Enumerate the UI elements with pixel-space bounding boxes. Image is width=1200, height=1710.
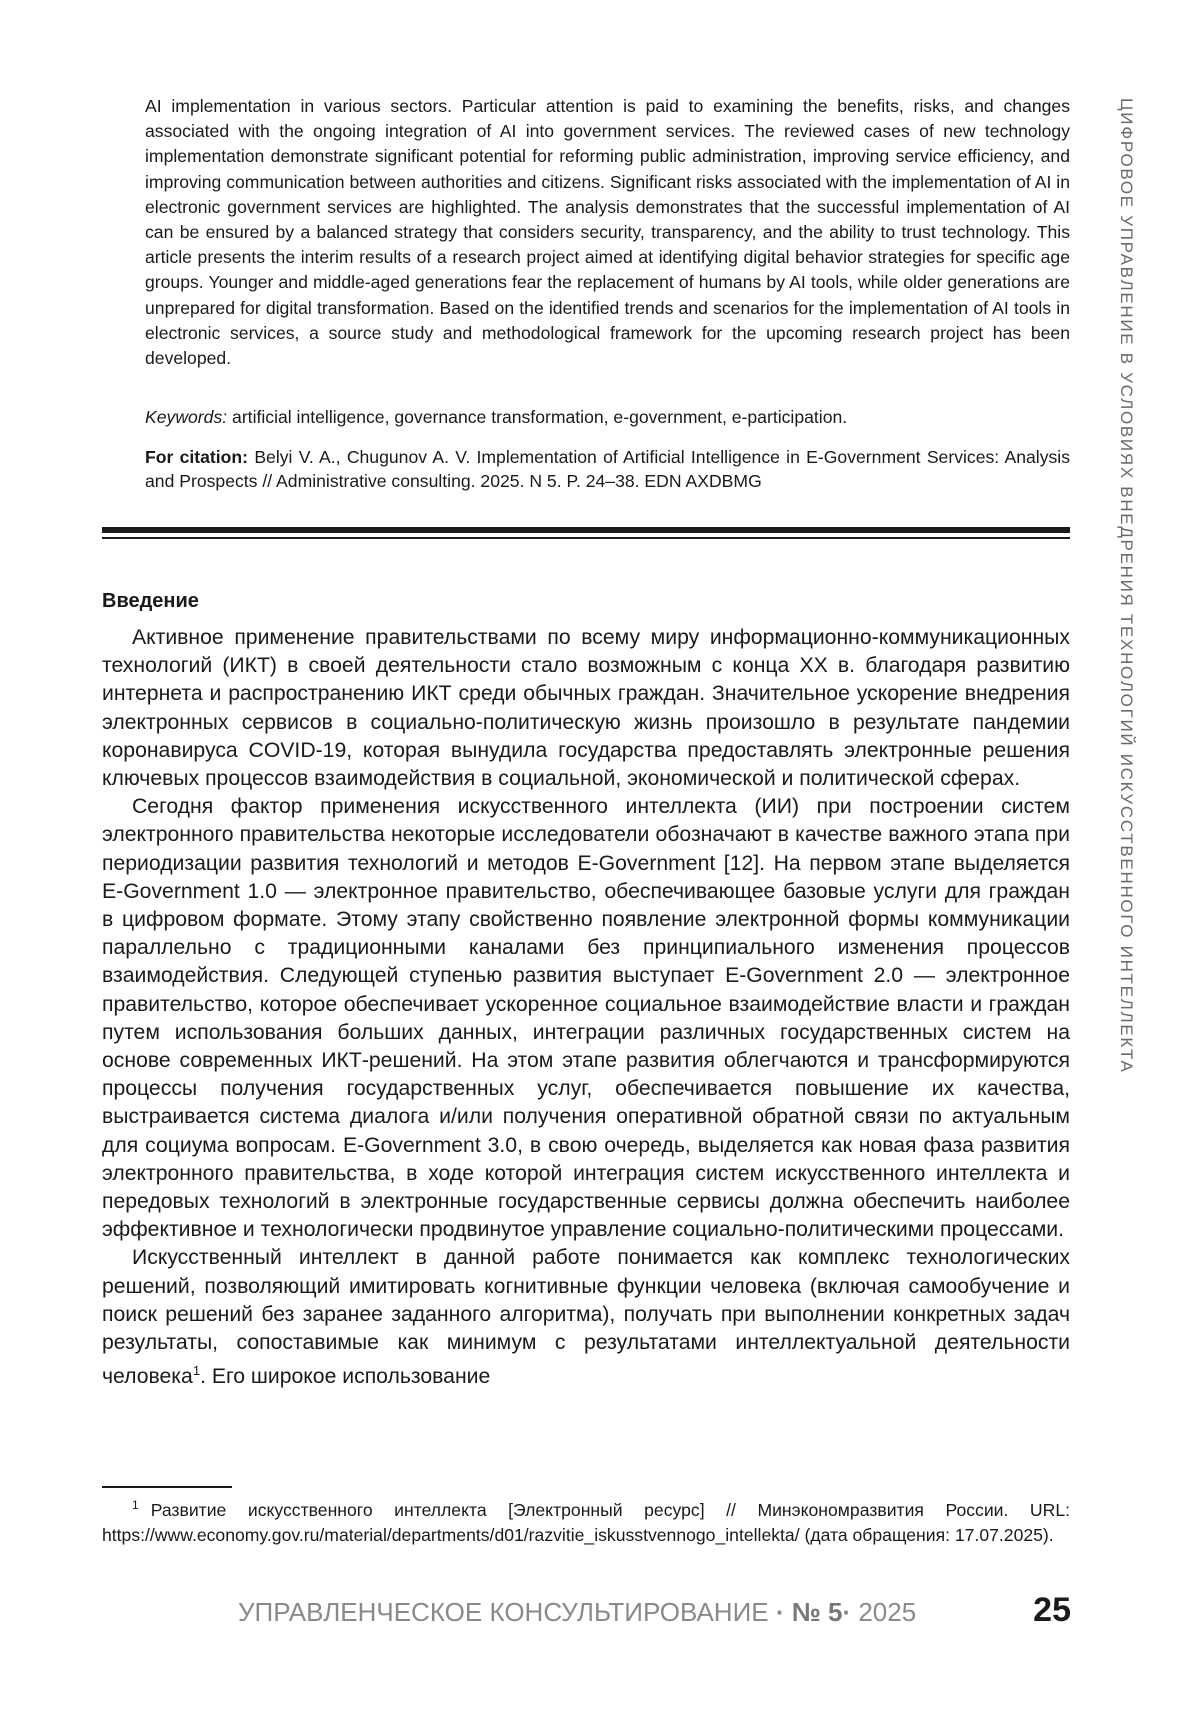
section-title: Введение bbox=[102, 590, 199, 612]
abstract-text: AI implementation in various sectors. Particular attention is paid to examining the benefits, risks, and changes associated with the ongoing integration of AI into government services. The reviewed cases of new technology implementation demonstrate significant potential for reforming public administration, improving service efficiency, and improving communication between authorities and citizens. Significant risks associated with the implementation of AI in electronic government services are highlighted. The analysis demonstrates that the successful implementation of AI can be ensured by a balanced strategy that considers security, transparency, and the ability to trust technology. This article presents the interim results of a research project aimed at identifying digital behavior strategies for specific age groups. Younger and middle-aged generations fear the replacement of humans by AI tools, while older generations are unprepared for digital transformation. Based on the identified trends and scenarios for the implementation of AI tools in electronic services, a source study and methodological framework for the upcoming research project has been developed. bbox=[145, 96, 1070, 369]
citation bbox=[145, 445, 1070, 493]
paragraph-tail: . Его широкое использование bbox=[200, 1365, 491, 1389]
footnote-ref[interactable]: 1 bbox=[192, 1363, 201, 1379]
page-number: 25 bbox=[1033, 1591, 1071, 1629]
keywords-label: Keywords: bbox=[145, 407, 228, 427]
footer-separator: · bbox=[775, 1597, 785, 1627]
paragraph: Активное применение правительствами по всему миру информационно-коммуникационных технологий (ИКТ) в своей деятельности стало возможным с конца XX в. благодаря развитию интернета и распространению ИКТ среди обычных граждан. Значительное ускорение внедрения электронных сервисов в социально-политическую жизнь произошло в результате пандемии коронавируса COVID-19, которая вынудила государства предоставлять электронные решения ключевых процессов взаимодействия в социальной, экономической и политической сферах. bbox=[102, 626, 1070, 791]
separator-thick bbox=[102, 527, 1070, 533]
separator-thin bbox=[102, 537, 1070, 539]
keywords-text: artificial intelligence, governance transformation, e-government, e-participation. bbox=[232, 407, 848, 427]
issue-number: № 5 bbox=[791, 1597, 843, 1627]
footnote-mark: 1 bbox=[132, 1498, 139, 1512]
footnote bbox=[102, 1493, 1070, 1549]
citation-label: For citation: bbox=[145, 447, 249, 467]
journal-footer bbox=[238, 1595, 916, 1629]
issue-year: 2025 bbox=[858, 1597, 917, 1627]
running-header-vertical: ЦИФРОВОЕ УПРАВЛЕНИЕ В УСЛОВИЯХ ВНЕДРЕНИЯ ТЕХНОЛОГИЙ ИСКУССТВЕННОГО ИНТЕЛЛЕКТА bbox=[1117, 98, 1136, 1074]
keywords bbox=[145, 405, 1070, 430]
paragraph-text: Искусственный интеллект в данной работе понимается как комплекс технологических решений, позволяющий имитировать когнитивные функции человека (включая самообучение и поиск решений без заранее заданного алгоритма), получать при выполнении конкретных задач результаты, сопоставимые как минимум с результатами интеллектуальной деятельности человека bbox=[102, 1246, 1070, 1389]
citation-text: Belyi V. A., Chugunov A. V. Implementation of Artificial Intelligence in E-Government Services: Analysis and Prospects // Administrative consulting. 2025. N 5. P. 24–38. EDN AXDBMG bbox=[145, 447, 1070, 491]
footnote-text: Развитие искусственного интеллекта [Электронный ресурс] // Минэкономразвития России. URL: https://www.economy.gov.ru/material/departments/d01/razvitie_iskusstvennogo_intellekta/ (дата обращения: 17.07.2025). bbox=[102, 1499, 1070, 1546]
section-body bbox=[102, 624, 1070, 1392]
paragraph-last bbox=[102, 1244, 1070, 1391]
footer-separator: · bbox=[842, 1597, 852, 1627]
journal-name: УПРАВЛЕНЧЕСКОЕ КОНСУЛЬТИРОВАНИЕ bbox=[238, 1597, 769, 1627]
footnote-divider bbox=[102, 1486, 232, 1488]
paragraph: Сегодня фактор применения искусственного интеллекта (ИИ) при построении систем электронного правительства некоторые исследователи обозначают в качестве важного этапа при периодизации развития технологий и методов E-Government [12]. На первом этапе выделяется E-Government 1.0 — электронное правительство, обеспечивающее базовые услуги для граждан в цифровом формате. Этому этапу свойственно появление электронной формы коммуникации параллельно с традиционными каналами без принципиального изменения процессов взаимодействия. Следующей ступенью развития выступает E-Government 2.0 — электронное правительство, которое обеспечивает ускоренное социальное взаимодействие власти и граждан путем использования больших данных, интеграции различных государственных систем на основе современных ИКТ-решений. На этом этапе развития облегчаются и трансформируются процессы получения государственных услуг, обеспечивается повышение их качества, выстраивается система диалога и/или получения оперативной обратной связи по актуальным для социума вопросам. E-Government 3.0, в свою очередь, выделяется как новая фаза развития электронного правительства, в ходе которой интеграция систем искусственного интеллекта и передовых технологий в электронные государственные сервисы должна обеспечить наиболее эффективное и технологически продвинутое управление социально-политическими процессами. bbox=[102, 795, 1070, 1242]
